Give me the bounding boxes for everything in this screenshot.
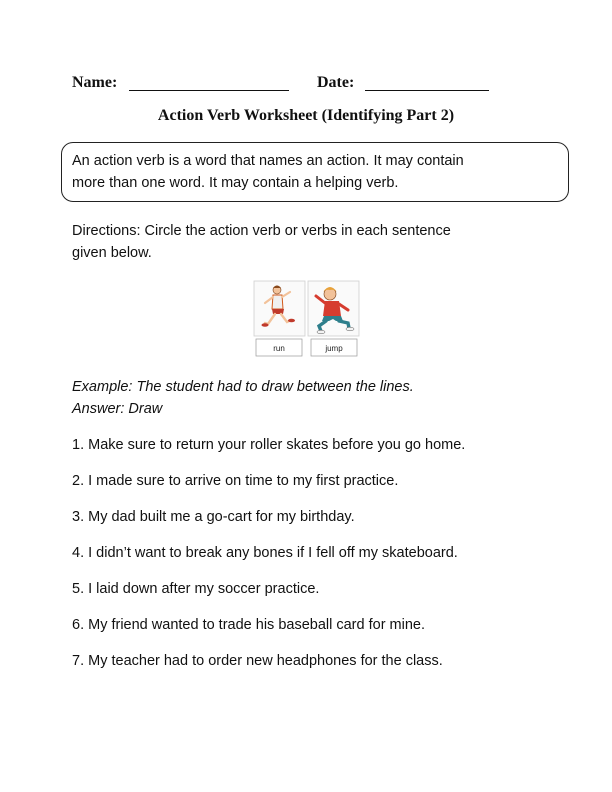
question-item: 7. My teacher had to order new headphones for the class. — [72, 653, 443, 669]
definition-box — [61, 142, 569, 202]
example-sentence: Example: The student had to draw between the lines. — [72, 379, 414, 395]
run-caption: run — [273, 344, 285, 353]
jump-caption: jump — [325, 344, 343, 353]
date-blank-line[interactable] — [365, 90, 489, 91]
action-picture — [253, 280, 360, 360]
header-row — [72, 74, 512, 96]
question-item: 4. I didn’t want to break any bones if I fell off my skateboard. — [72, 545, 458, 561]
question-item: 2. I made sure to arrive on time to my first practice. — [72, 473, 399, 489]
example-answer: Answer: Draw — [72, 401, 163, 417]
name-label: Name: — [72, 74, 118, 91]
worksheet-title: Action Verb Worksheet (Identifying Part 2) — [157, 107, 455, 124]
directions-line: Directions: Circle the action verb or verbs in each sentence — [72, 223, 451, 239]
example-block — [72, 376, 542, 420]
question-list — [72, 434, 552, 686]
definition-line: more than one word. It may contain a helping verb. — [72, 175, 399, 191]
definition-line: An action verb is a word that names an action. It may contain — [72, 153, 464, 169]
date-label: Date: — [317, 74, 355, 91]
directions — [72, 220, 532, 264]
name-blank-line[interactable] — [129, 90, 289, 91]
question-item: 5. I laid down after my soccer practice. — [72, 581, 320, 597]
question-item: 3. My dad built me a go-cart for my birthday. — [72, 509, 355, 525]
question-item: 6. My friend wanted to trade his baseball card for mine. — [72, 617, 426, 633]
directions-line: given below. — [72, 245, 152, 261]
question-item: 1. Make sure to return your roller skates before you go home. — [72, 437, 466, 453]
